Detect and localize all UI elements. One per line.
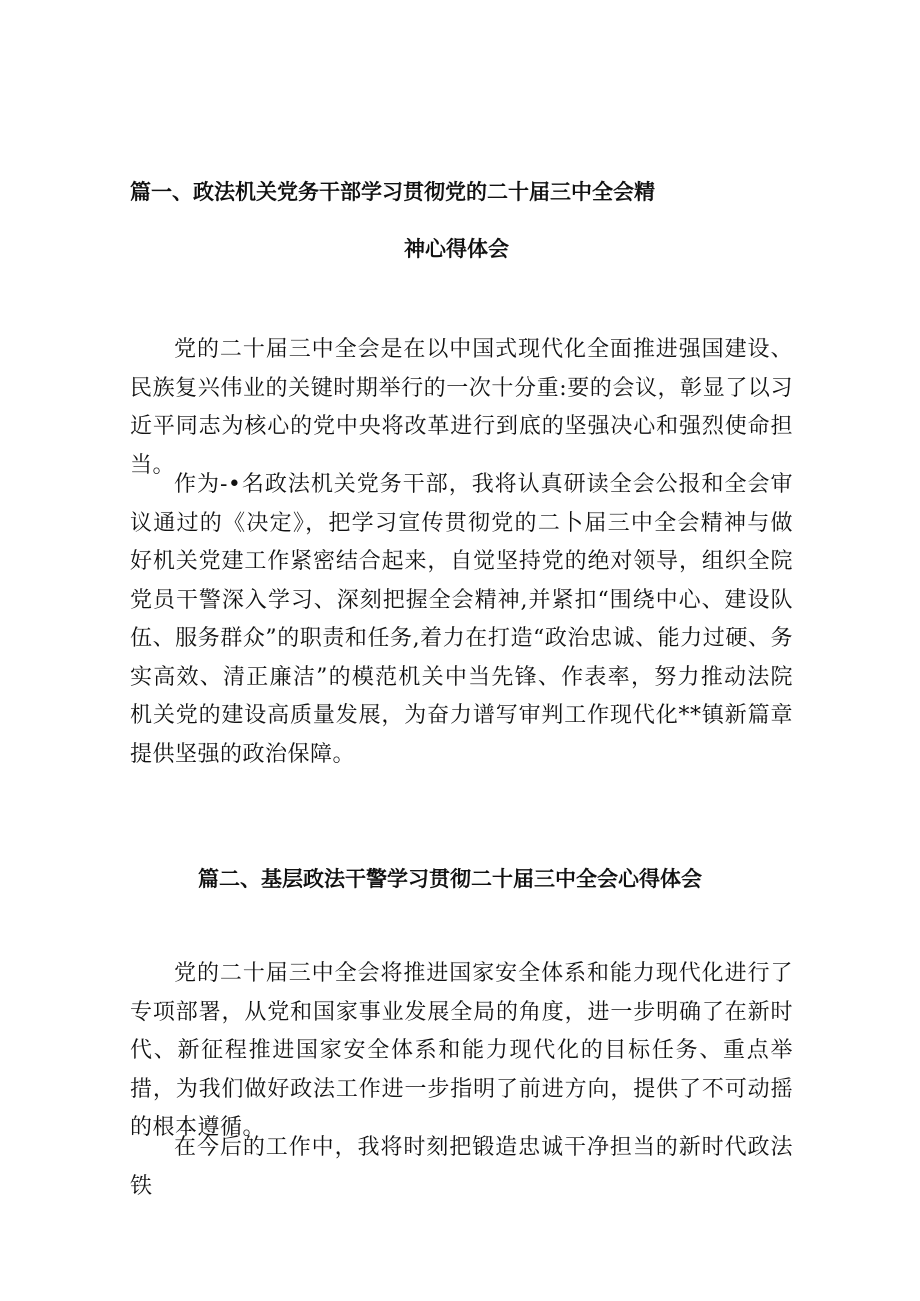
section2-paragraph-2: 在今后的工作中，我将时刻把锻造忠诚干净担当的新时代政法铁 — [130, 1135, 793, 1199]
section1-paragraph-2: 作为-•名政法机关党务干部，我将认真研读全会公报和全会审议通过的《决定》，把学习宣传贯彻党的二卜届三中全会精神与做好机关党建工作紧密结合起来，自觉坚持党的绝对领导，组织全院党员干警深入学习、深刻把握全会精神,并紧扣“围绕中心、建设队伍、服务群众”的职责和任务,着力在打造“政治忠诚、能力过硬、务实高效、清正廉洁”的模范机关中当先锋、作表率，努力推动法院机关党的建设高质量发展，为奋力谱写审判工作现代化**镇新篇章提供坚强的政治保障。 — [130, 472, 793, 767]
section1-title-line1: 篇一、政法机关党务干部学习贯彻党的二十届三中全会精 — [130, 180, 655, 204]
section2-paragraph-1: 党的二十届三中全会将推进国家安全体系和能力现代化进行了专项部署，从党和国家事业发展全局的角度，进一步明确了在新时代、新征程推进国家安全体系和能力现代化的目标任务、重点举措，为我们做好政法工作进一步指明了前进方向，提供了不可动摇的根本遵循。 — [130, 961, 793, 1140]
section1-paragraph-1: 党的二十届三中全会是在以中国式现代化全面推进强国建设、民族复兴伟业的关键时期举行的一次十分重:要的会议，彰显了以习近平同志为核心的党中央将改革进行到底的坚强决心和强烈使命担当。 — [130, 337, 793, 478]
section2-title: 篇二、基层政法干警学习贯彻二十届三中全会心得体会 — [198, 867, 702, 891]
section1-title-line2: 神心得体会 — [404, 237, 509, 261]
